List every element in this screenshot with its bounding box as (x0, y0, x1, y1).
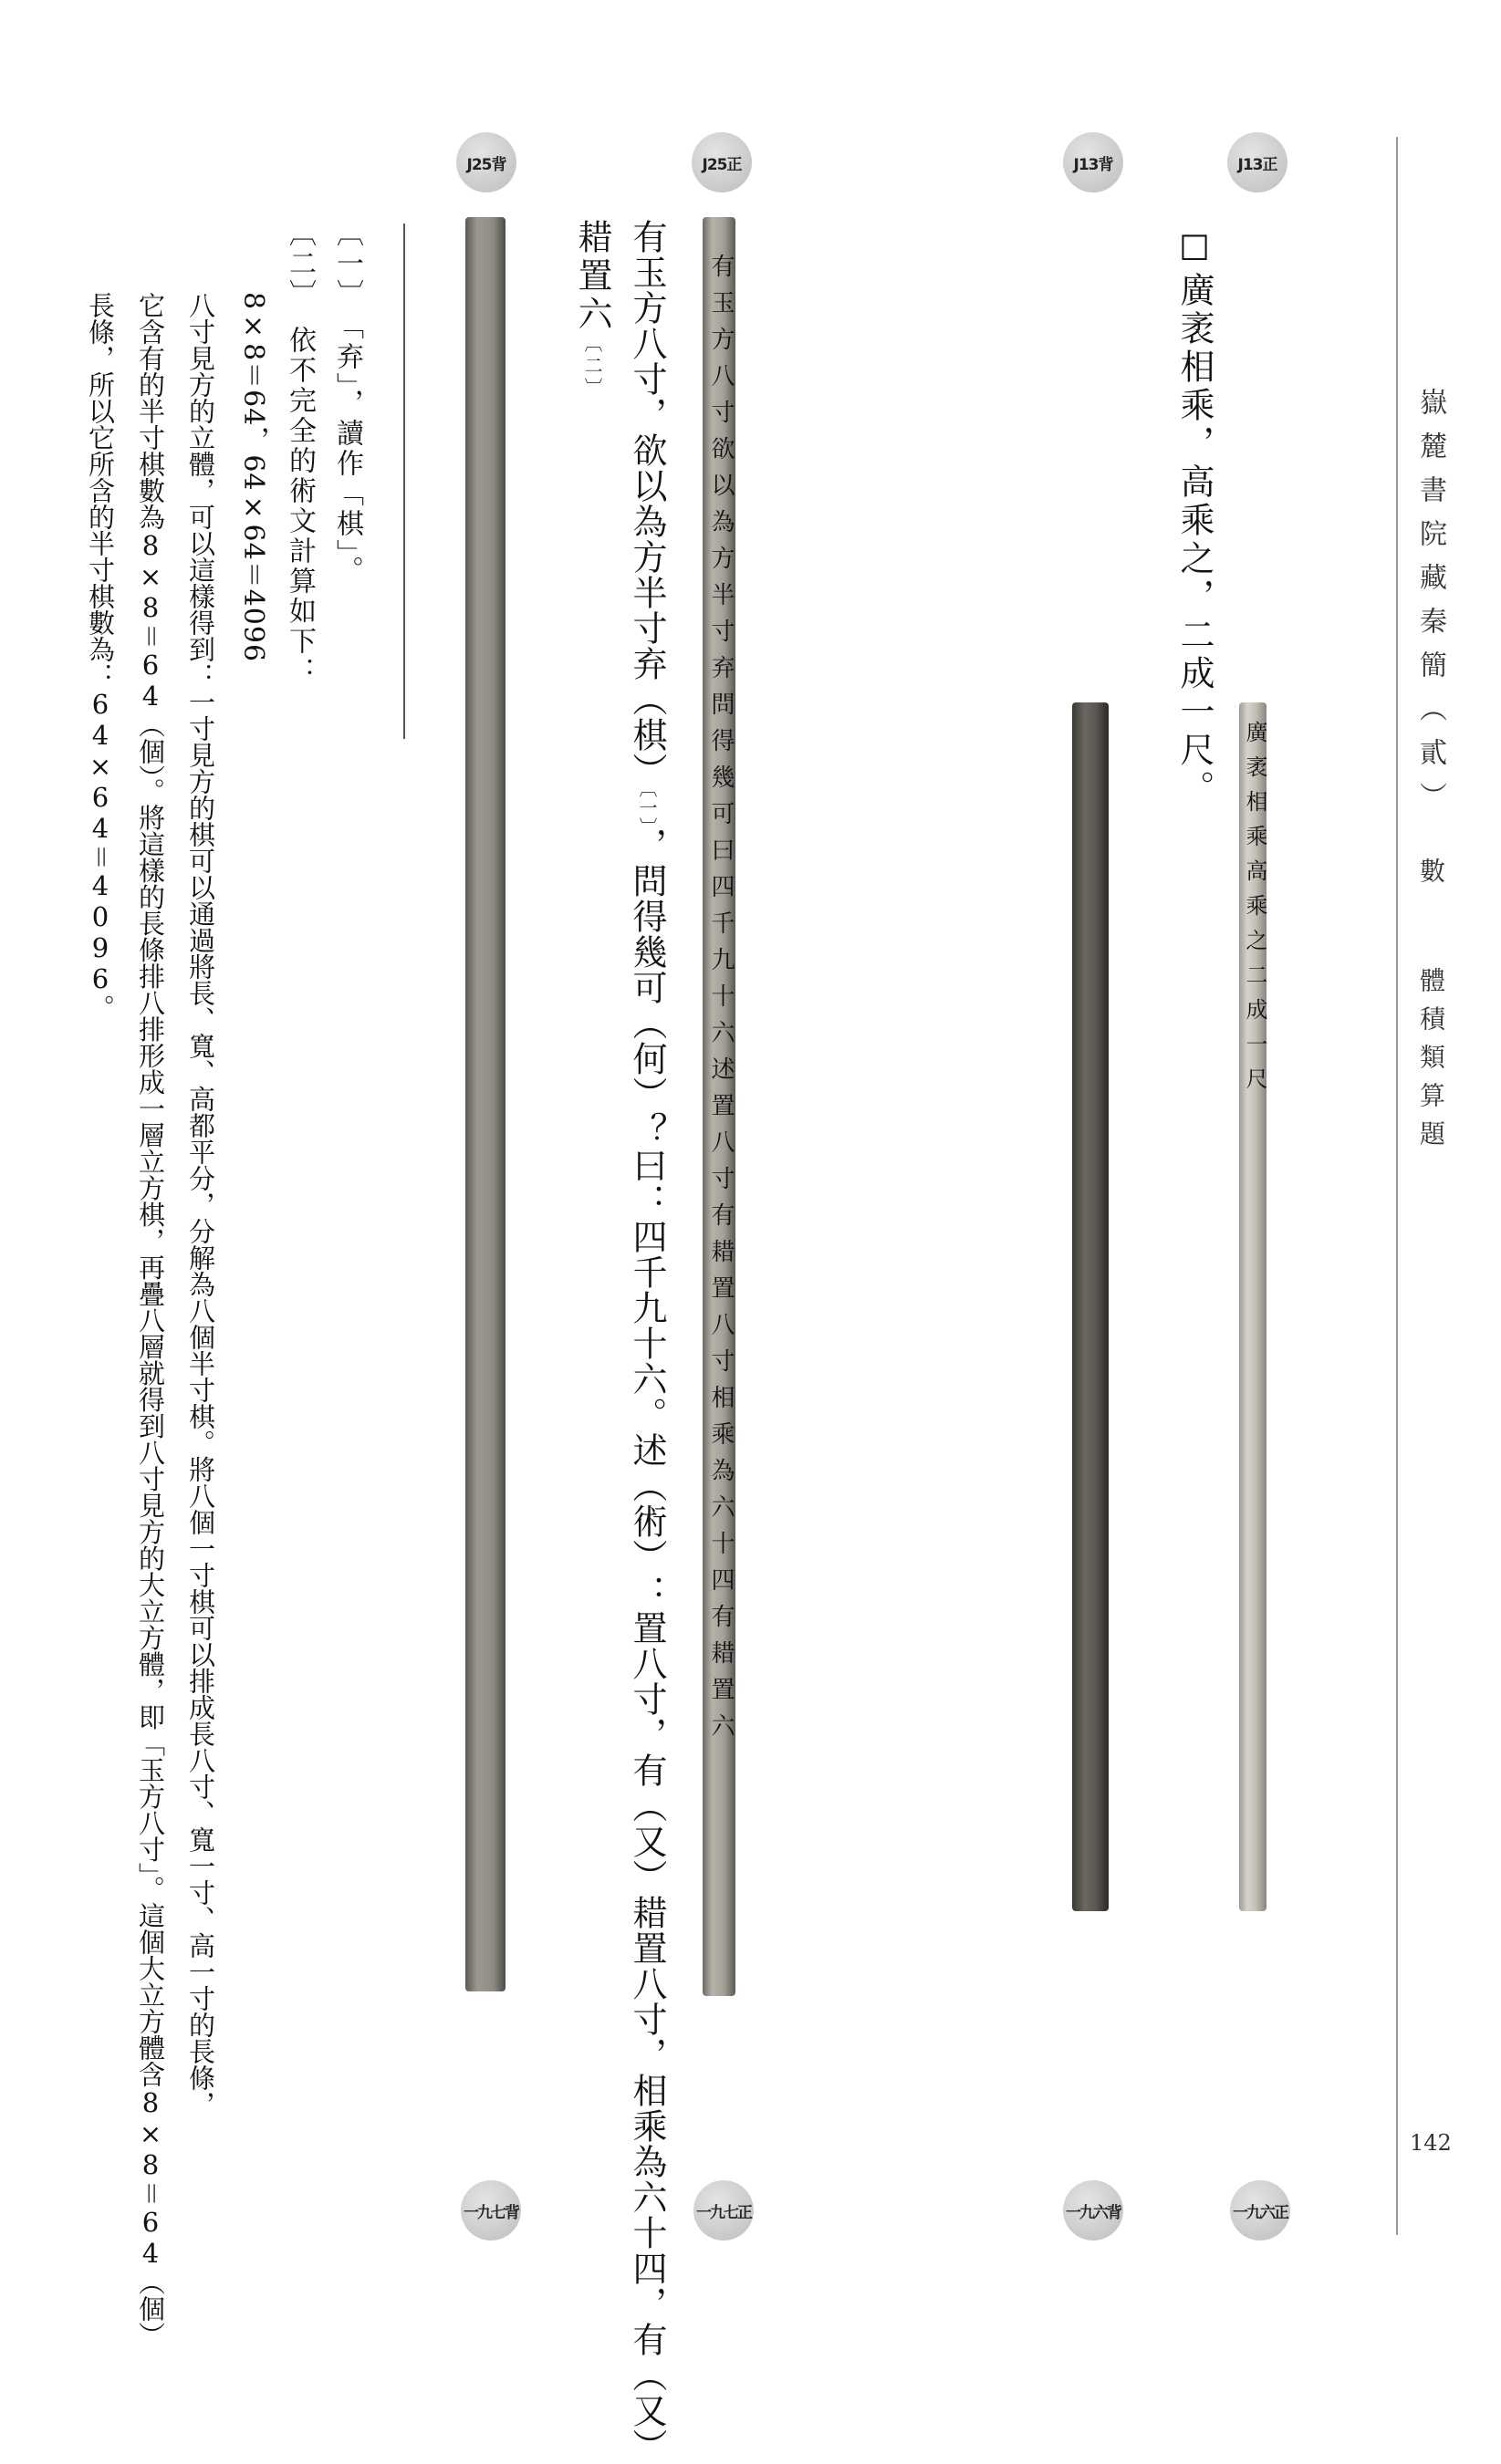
slip-label-j13-back: J13背 (1063, 132, 1123, 192)
slip-label-j13-front: J13正 (1227, 132, 1287, 192)
slip-label-j25-back: J25背 (456, 132, 516, 192)
running-header-subsection: 體積類算題 (1416, 967, 1446, 1159)
transcription-note-ref-2: 〔二〕 (581, 334, 603, 400)
transcription-j13: ☐廣袤相乘，高乘之，二成一尺。 (1174, 228, 1214, 808)
slip-number-197-front: 一九七正 (693, 2180, 754, 2240)
transcription-j25-line1 (627, 219, 667, 2464)
slip-number-196-front: 一九六正 (1230, 2180, 1290, 2240)
slip-j25-front-image (703, 217, 735, 1996)
footnote-2-marker: 〔二〕 (284, 219, 316, 296)
running-header-title: 嶽麓書院藏秦簡（貳） (1414, 388, 1446, 826)
slip-j25-back-image (465, 217, 506, 1991)
footnote-2-text: 依不完全的術文計算如下： (284, 326, 316, 687)
footnote-2-para3: 長條，所以它所含的半寸棋數為：64×64＝4096。 (85, 292, 116, 1021)
footnote-rule (403, 224, 405, 739)
footnote-1 (331, 219, 363, 586)
transcription-j25-line2-text: 耤置六 (572, 219, 612, 334)
page-number: 142 (1410, 2130, 1452, 2156)
footnote-2 (284, 219, 316, 687)
footnote-2-para1: 八寸見方的立體，可以這樣得到：一寸見方的棋可以通過將長、寬、高都平分，分解為八個半寸棋。將八個一寸棋可以排成長八寸、寬一寸、高一寸的長條， (185, 292, 216, 2117)
slip-j13-front-ink: 廣袤相乘高乘之二成一尺 (1242, 721, 1267, 1102)
footnote-1-text: 「弃」，讀作「棋」。 (331, 326, 363, 586)
running-header-rule (1396, 137, 1398, 2235)
slip-number-196-back: 一九六背 (1063, 2180, 1123, 2240)
transcription-j25-line1-cont: ，問得幾可（何）？曰：四千九十六。述（術）：置八寸，有（又）耤置八寸，相乘為六十四，有（又） (627, 827, 667, 2464)
transcription-note-ref-1: 〔一〕 (636, 788, 658, 827)
slip-label-j25-front: J25正 (692, 132, 752, 192)
footnote-2-para2: 它含有的半寸棋數為8×8＝64（個）。將這樣的長條排八排形成一層立方棋，再疊八層就得到八寸見方的大立方體，即「玉方八寸」。這個大立方體含8×8＝64（個） (135, 292, 166, 2348)
transcription-j25-line1-text: 有玉方八寸，欲以為方半寸弃（棋） (627, 219, 667, 788)
footnote-1-marker: 〔一〕 (331, 219, 363, 296)
slip-j13-back-image (1072, 702, 1109, 1911)
footnote-2-formula: 8×8＝64，64×64＝4096 (237, 292, 269, 663)
transcription-j25-line2 (572, 219, 612, 400)
running-header-section: 數 (1416, 858, 1446, 883)
slip-j25-front-ink: 有玉方八寸欲以為方半寸弃問得幾可曰四千九十六述置八寸有耤置八寸相乘為六十四有耤置六 (707, 254, 735, 1750)
slip-number-197-back: 一九七背 (461, 2180, 521, 2240)
slip-j13-front-image (1239, 702, 1266, 1911)
